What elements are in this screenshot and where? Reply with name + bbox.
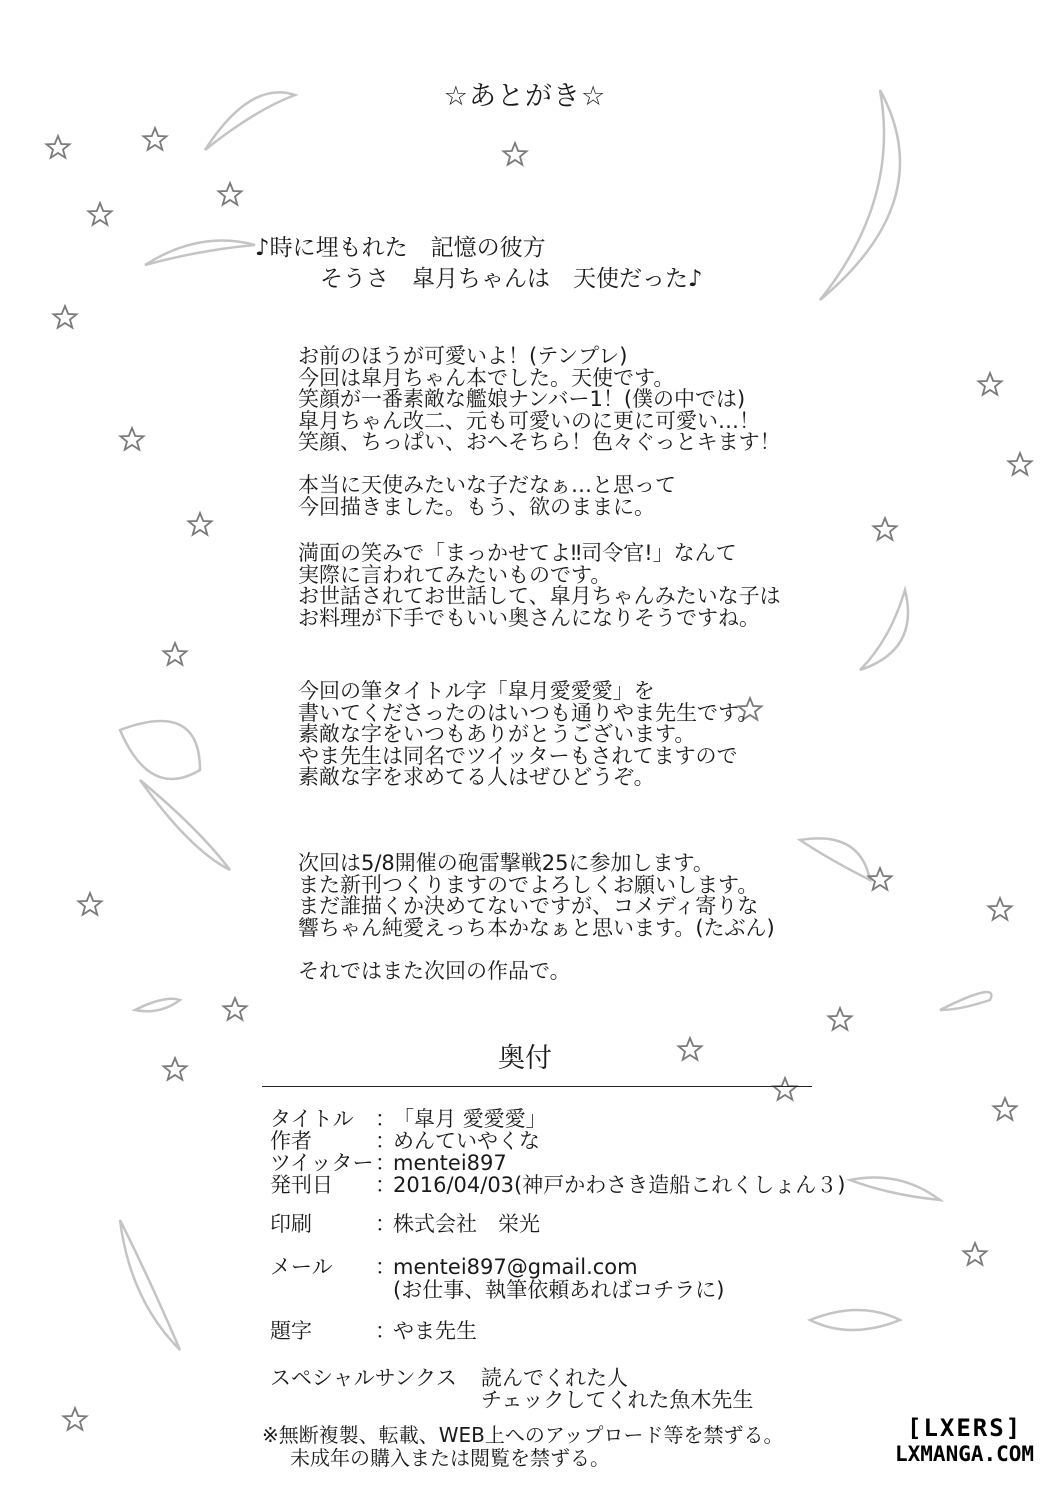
afterword-paragraph-3	[298, 681, 758, 789]
colophon-value: 「皐月 愛愛愛」	[393, 1107, 547, 1131]
colophon-key: タイトル	[270, 1107, 354, 1131]
colophon-colon: ：	[375, 1255, 396, 1279]
afterword-paragraph-2	[298, 543, 781, 629]
colophon-row-calligraphy	[270, 1320, 477, 1342]
colophon-colon: ：	[375, 1107, 396, 1131]
colophon-value: mentei897	[393, 1151, 507, 1175]
lyric-line-2: そうさ 皐月ちゃんは 天使だった♪	[320, 266, 703, 292]
paragraph-line: 次回は5/8開催の砲雷撃戦25に参加します。	[298, 851, 714, 875]
colophon-row-printing	[270, 1213, 540, 1235]
colophon-row-twitter	[270, 1152, 507, 1174]
afterword-paragraph-4	[298, 853, 775, 982]
colophon-key: 発刊日	[270, 1173, 333, 1197]
paragraph-line: 素敵な字を求めてる人はぜひどうぞ。	[298, 765, 655, 789]
special-thanks-line-2: チェックしてくれた魚木先生	[481, 1388, 754, 1412]
colophon-key: 題字	[270, 1319, 312, 1343]
colophon-value: 2016/04/03(神戸かわさき造船これくしょん３)	[393, 1173, 846, 1197]
special-thanks-line-1: 読んでくれた人	[481, 1366, 628, 1390]
afterword-title: ☆あとがき☆	[443, 81, 607, 112]
paragraph-line: お世話されてお世話して、皐月ちゃんみたいな子は	[298, 584, 781, 608]
paragraph-line: 笑顔が一番素敵な艦娘ナンバー1！(僕の中では)	[298, 387, 746, 411]
colophon-divider	[262, 1086, 812, 1087]
paragraph-line: まだ誰描くか決めてないですが、コメディ寄りな	[298, 894, 759, 918]
paragraph-line: 本当に天使みたいな子だなぁ…と思って	[298, 473, 676, 497]
lyric-line-1: ♪時に埋もれた 記憶の彼方	[255, 235, 546, 261]
watermark-logo	[895, 1414, 1045, 1484]
paragraph-line: 書いてくださったのはいつも通りやま先生です。	[298, 700, 759, 725]
paragraph-line: 響ちゃん純愛えっち本かなぁと思います。(たぶん)	[298, 915, 775, 940]
colophon-title: 奥付	[498, 1043, 552, 1074]
colophon-colon: ：	[375, 1151, 396, 1175]
special-thanks-label: スペシャルサンクス	[270, 1366, 457, 1390]
paragraph-line: また新刊つくりますのでよろしくお願いします。	[298, 872, 759, 897]
colophon-colon: ：	[375, 1319, 396, 1343]
paragraph-line	[298, 454, 781, 476]
paragraph-line: 今回は皐月ちゃん本でした。天使です。	[298, 365, 675, 390]
copyright-notice-2: 未成年の購入または閲覧を禁ずる。	[290, 1446, 610, 1470]
paragraph-line: 満面の笑みで「まっかせてよ‼司令官!」なんて	[298, 541, 737, 565]
colophon-key: 作者	[270, 1129, 312, 1153]
paragraph-line: 今回描きました。もう、欲のままに。	[298, 494, 655, 519]
paragraph-line: 今回の筆タイトル字「皐月愛愛愛」を	[298, 679, 655, 703]
colophon-row-title	[270, 1108, 547, 1130]
paragraph-line: 笑顔、ちっぱい、おへそちら！色々ぐっとキます！	[298, 430, 781, 454]
colophon-value: mentei897@gmail.com	[393, 1255, 638, 1279]
watermark-line-2: LXMANGA.COM	[895, 1442, 1035, 1466]
colophon-colon: ：	[375, 1212, 396, 1236]
colophon-colon: ：	[375, 1129, 396, 1153]
colophon-value: めんていやくな	[393, 1129, 540, 1153]
paragraph-line	[298, 939, 775, 961]
copyright-notice-1: ※無断複製、転載、WEB上へのアップロード等を禁ずる。	[262, 1423, 784, 1447]
paragraph-line: やま先生は同名でツイッターもされてますので	[298, 743, 738, 768]
mail-note: (お仕事、執筆依頼あればコチラに)	[393, 1278, 725, 1302]
colophon-row-author	[270, 1130, 540, 1152]
paragraph-line: それではまた次回の作品で。	[298, 958, 571, 983]
colophon-row-date	[270, 1174, 845, 1196]
paragraph-line: 皐月ちゃん改二、元も可愛いのに更に可愛い…！	[298, 408, 760, 433]
paragraph-line: 実際に言われてみたいものです。	[298, 562, 612, 587]
colophon-value: やま先生	[393, 1319, 477, 1343]
afterword-paragraph-1	[298, 346, 781, 518]
watermark-line-1: [LXERS]	[907, 1414, 1023, 1442]
colophon-colon: ：	[375, 1173, 396, 1197]
colophon-key: メール	[270, 1255, 333, 1279]
colophon-value: 株式会社 栄光	[393, 1212, 540, 1236]
paragraph-line: お前のほうが可愛いよ！(テンプレ)	[298, 344, 628, 368]
colophon-key: ツイッター	[270, 1151, 374, 1175]
colophon-key: 印刷	[270, 1212, 312, 1236]
paragraph-line: 素敵な字をいつもありがとうございます。	[298, 722, 696, 746]
paragraph-line: お料理が下手でもいい奥さんになりそうですね。	[298, 605, 760, 630]
